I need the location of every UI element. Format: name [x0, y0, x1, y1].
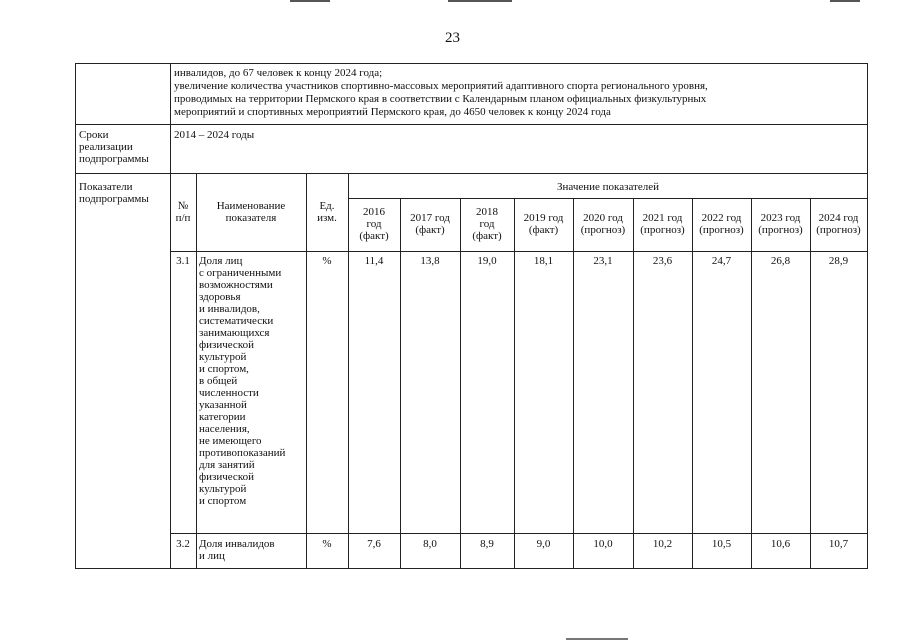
table-rule — [514, 198, 515, 569]
value-cell: 8,0 — [423, 538, 437, 550]
table-rule — [75, 173, 868, 174]
table-rule — [348, 198, 868, 199]
table-rule — [633, 198, 634, 569]
year-header: (факт) — [528, 224, 559, 236]
value-cell: 28,9 — [828, 255, 849, 267]
header-num: п/п — [175, 212, 191, 224]
year-header: 2016 — [363, 206, 385, 218]
indicator-name-line: и спортом, — [199, 363, 249, 375]
indicator-name-line: Доля лиц — [199, 255, 243, 267]
scan-edge-top — [290, 0, 330, 2]
scan-edge-top — [448, 0, 512, 2]
value-cell: 18,1 — [533, 255, 554, 267]
table-rule — [751, 198, 752, 569]
value-cell: 24,7 — [711, 255, 732, 267]
table-rule — [170, 251, 868, 252]
year-header: (прогноз) — [580, 224, 626, 236]
year-header: (прогноз) — [640, 224, 685, 236]
value-cell: 7,6 — [367, 538, 381, 550]
indicator-name-line: культурой — [199, 483, 247, 495]
period-label: реализации — [79, 141, 133, 153]
value-cell: 10,2 — [652, 538, 673, 550]
indicator-name-line: категории — [199, 411, 246, 423]
year-header: 2024 год — [818, 212, 859, 224]
indicator-name-line: в общей — [199, 375, 238, 387]
period-label: подпрограммы — [79, 153, 149, 165]
value-cell: 10,7 — [828, 538, 849, 550]
value-cell: 10,6 — [770, 538, 791, 550]
period-value: 2014 – 2024 годы — [174, 129, 255, 141]
indicators-label: подпрограммы — [79, 193, 149, 205]
indicator-name-line: физической — [199, 471, 254, 483]
table-rule — [573, 198, 574, 569]
indicator-name-line: культурой — [199, 351, 247, 363]
year-header: (прогноз) — [816, 224, 861, 236]
indicator-name-line: и лиц — [199, 550, 225, 562]
table-rule — [400, 198, 401, 569]
year-header: 2017 год — [410, 212, 450, 224]
value-cell: 10,0 — [593, 538, 613, 550]
indicator-name-line: здоровья — [199, 291, 241, 303]
table-rule — [692, 198, 693, 569]
indicator-name-line: населения, — [199, 423, 250, 435]
page-number: 23 — [445, 30, 460, 46]
indicator-name-line: для занятий — [199, 459, 255, 471]
indicator-name-line: и спортом — [199, 495, 247, 507]
value-cell: 11,4 — [364, 255, 384, 267]
table-border-right — [867, 63, 868, 569]
header-name: показателя — [225, 212, 277, 224]
value-cell: 13,8 — [420, 255, 440, 267]
period-label: Сроки — [79, 129, 109, 141]
indicator-name-line: занимающихся — [199, 327, 270, 339]
value-cell: 23,1 — [593, 255, 613, 267]
row-number: 3.2 — [176, 538, 190, 550]
indicators-label: Показатели — [79, 181, 133, 193]
indicator-name-line: возможностями — [199, 279, 273, 291]
value-cell: 8,9 — [480, 538, 494, 550]
unit-cell: % — [322, 255, 332, 267]
value-cell: 26,8 — [770, 255, 791, 267]
table-rule — [460, 198, 461, 569]
indicator-name-line: Доля инвалидов — [199, 538, 275, 550]
year-header: (факт) — [359, 230, 389, 242]
year-header: 2018 — [476, 206, 498, 218]
objective-line: увеличение количества участников спортивно-массовых мероприятий адаптивного спорта регионального уровня, — [174, 80, 708, 92]
year-header: 2019 год — [523, 212, 564, 224]
table-border-top — [75, 63, 868, 64]
scan-edge-top — [830, 0, 860, 2]
header-num: № — [177, 200, 189, 212]
table-border-bottom — [75, 568, 868, 569]
header-values: Значение показателей — [557, 181, 659, 193]
year-header: (факт) — [415, 224, 445, 236]
table-rule — [75, 124, 868, 125]
table-border-left — [75, 63, 76, 569]
indicator-name-line: систематически — [199, 315, 274, 327]
table-rule — [810, 198, 811, 569]
year-header: 2022 год — [701, 212, 742, 224]
year-header: (прогноз) — [699, 224, 744, 236]
indicator-name-line: противопоказаний — [199, 447, 286, 459]
year-header: 2021 год — [642, 212, 683, 224]
objective-line: проводимых на территории Пермского края в соответствии с Календарным планом официальных физкультурных — [174, 93, 707, 105]
table-rule — [170, 63, 171, 569]
table-rule — [196, 173, 197, 569]
header-name: Наименование — [216, 200, 286, 212]
year-header: год — [479, 218, 495, 230]
table-rule — [170, 533, 868, 534]
indicator-name-line: с ограниченными — [199, 267, 282, 279]
year-header: год — [366, 218, 382, 230]
indicator-name-line: численности — [199, 387, 259, 399]
indicator-name-line: указанной — [199, 399, 247, 411]
year-header: (факт) — [472, 230, 502, 242]
indicator-name-line: не имеющего — [199, 435, 262, 447]
value-cell: 9,0 — [536, 538, 551, 550]
indicator-name-line: физической — [199, 339, 254, 351]
header-unit: Ед. — [319, 200, 335, 212]
value-cell: 19,0 — [477, 255, 497, 267]
year-header: 2023 год — [760, 212, 801, 224]
unit-cell: % — [322, 538, 332, 550]
year-header: 2020 год — [583, 212, 623, 224]
table-rule — [306, 173, 307, 569]
header-unit: изм. — [317, 212, 337, 224]
objective-line: инвалидов, до 67 человек к концу 2024 года; — [174, 67, 383, 79]
value-cell: 10,5 — [711, 538, 732, 550]
value-cell: 23,6 — [652, 255, 673, 267]
row-number: 3.1 — [176, 255, 190, 267]
year-header: (прогноз) — [758, 224, 803, 236]
indicator-name-line: и инвалидов, — [199, 303, 260, 315]
objective-line: мероприятий и спортивных мероприятий Пермского края, до 4650 человек к концу 2024 года — [174, 106, 611, 118]
